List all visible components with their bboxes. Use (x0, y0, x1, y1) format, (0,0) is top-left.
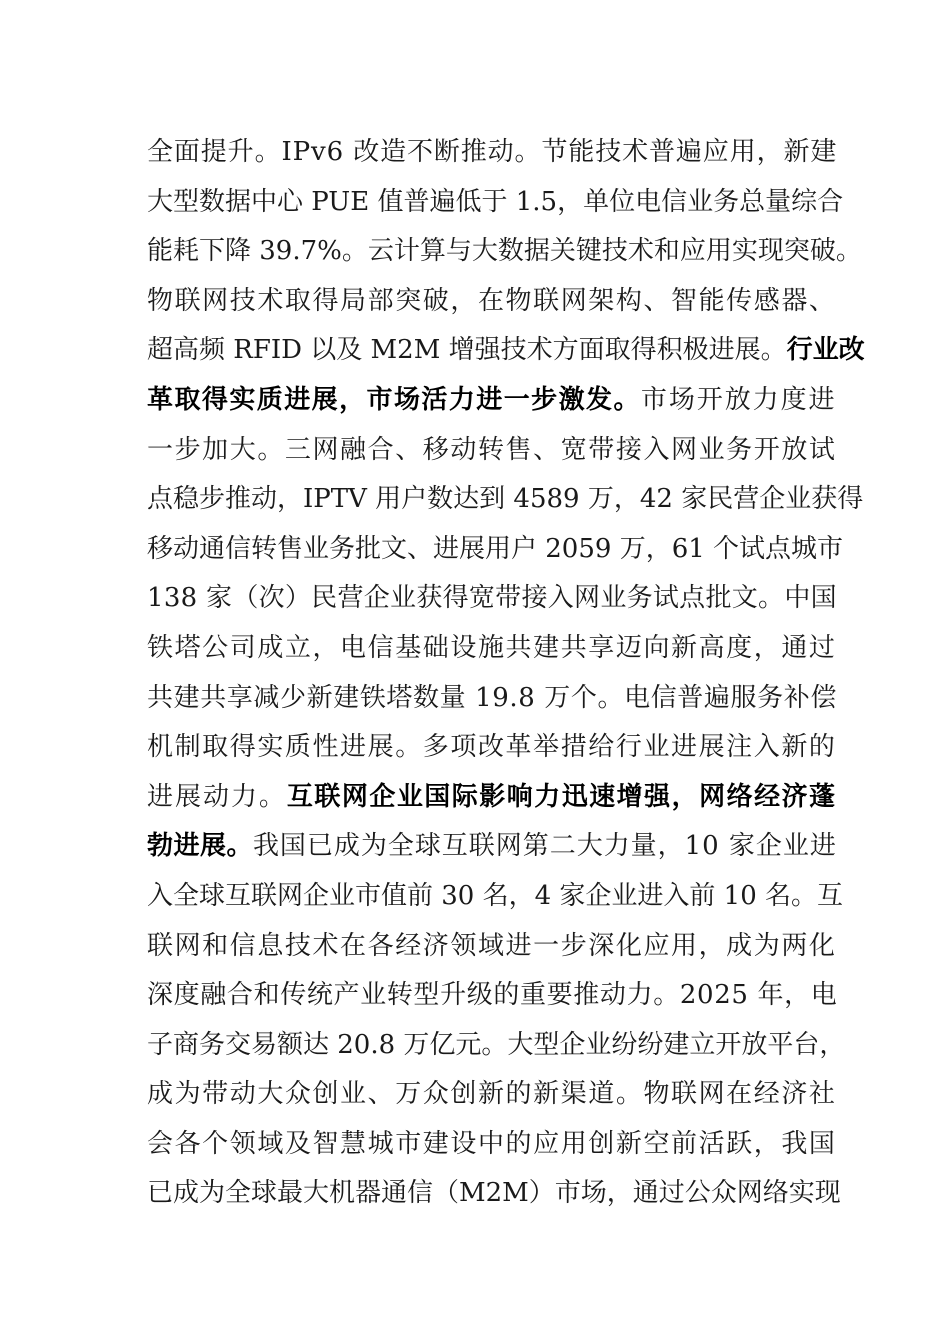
text-line (147, 822, 837, 872)
text-line (147, 1169, 841, 1219)
text-line (147, 971, 838, 1021)
body-text: 超高频 RFID 以及 M2M 增强技术方面取得积极进展。 (147, 335, 787, 366)
text-line (147, 1070, 837, 1120)
bold-heading-text: 互联网企业国际影响力迅速增强，网络经济蓬 (286, 781, 837, 812)
text-line (147, 1120, 837, 1170)
text-line (147, 326, 865, 376)
text-line (147, 872, 844, 922)
text-line (147, 574, 837, 624)
body-text: 全面提升。IPv6 改造不断推动。节能技术普遍应用，新建 (147, 137, 838, 167)
bold-heading-text: 勃进展。 (147, 831, 253, 862)
body-text: 我国已成为全球互联网第二大力量，10 家企业进 (252, 831, 837, 862)
body-text: 已成为全球最大机器通信（M2M）市场，通过公众网络实现 (147, 1178, 841, 1209)
text-line (147, 525, 844, 575)
body-text: 成为带动大众创业、万众创新的新渠道。物联网在经济社 (147, 1079, 837, 1110)
body-text: 深度融合和传统产业转型升级的重要推动力。2025 年，电 (147, 980, 838, 1011)
text-line (147, 277, 837, 327)
body-text: 进展动力。 (147, 781, 287, 812)
text-line (147, 128, 838, 178)
body-paragraph (147, 128, 865, 1219)
body-text: 138 家（次）民营企业获得宽带接入网业务试点批文。中国 (147, 583, 837, 614)
text-line (147, 227, 862, 277)
bold-heading-text: 革取得实质进展，市场活力进一步激发。 (147, 384, 641, 415)
text-line (147, 426, 837, 476)
text-line (147, 922, 837, 972)
body-text: 移动通信转售业务批文、进展用户 2059 万，61 个试点城市 (147, 533, 844, 564)
bold-heading-text: 行业改 (786, 335, 865, 366)
text-line (147, 178, 844, 228)
body-text: 机制取得实质性进展。多项改革举措给行业进展注入新的 (147, 732, 837, 763)
body-text: 能耗下降 39.7%。云计算与大数据关键技术和应用实现突破。 (147, 236, 862, 267)
text-line (147, 624, 837, 674)
text-line (147, 1021, 846, 1071)
body-text: 一步加大。三网融合、移动转售、宽带接入网业务开放试 (147, 434, 837, 465)
body-text: 共建共享减少新建铁塔数量 19.8 万个。电信普遍服务补偿 (147, 682, 837, 713)
body-text: 联网和信息技术在各经济领域进一步深化应用，成为两化 (147, 930, 837, 961)
text-line (147, 475, 864, 525)
text-line (147, 773, 837, 823)
body-text: 入全球互联网企业市值前 30 名，4 家企业进入前 10 名。互 (147, 880, 844, 911)
body-text: 会各个领域及智慧城市建设中的应用创新空前活跃，我国 (147, 1128, 837, 1159)
text-line (147, 376, 837, 426)
body-text: 物联网技术取得局部突破，在物联网架构、智能传感器、 (147, 285, 837, 316)
body-text: 市场开放力度进 (640, 384, 837, 415)
body-text: 点稳步推动，IPTV 用户数达到 4589 万，42 家民营企业获得 (147, 484, 864, 515)
text-line (147, 723, 837, 773)
body-text: 大型数据中心 PUE 值普遍低于 1.5，单位电信业务总量综合 (147, 186, 844, 217)
body-text: 子商务交易额达 20.8 万亿元。大型企业纷纷建立开放平台， (147, 1029, 846, 1060)
body-text: 铁塔公司成立，电信基础设施共建共享迈向新高度，通过 (147, 632, 837, 663)
text-line (147, 674, 837, 724)
